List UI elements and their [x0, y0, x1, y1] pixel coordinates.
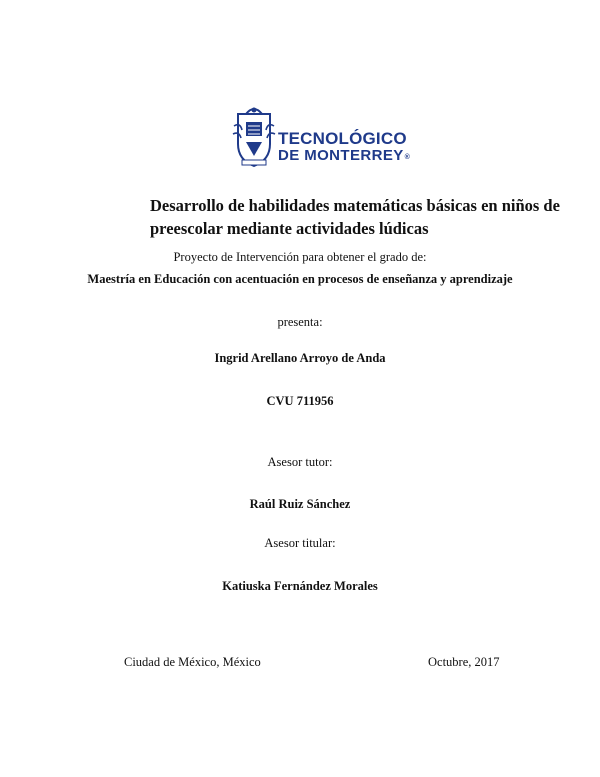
place: Ciudad de México, México: [124, 655, 261, 669]
tutor-name: Raúl Ruiz Sánchez: [249, 497, 351, 511]
tec-de-monterrey-seal-icon: [232, 104, 276, 170]
logo-wordmark-line1: TECNOLÓGICO: [278, 129, 407, 148]
subtitle: Proyecto de Intervención para obtener el grado de:: [173, 250, 427, 264]
logo-wordmark-line2: DE MONTERREY: [278, 147, 404, 164]
institution-logo: [232, 104, 412, 170]
author-name: Ingrid Arellano Arroyo de Anda: [214, 351, 386, 365]
titular-name: Katiuska Fernández Morales: [222, 579, 378, 593]
cvu-number: CVU 711956: [266, 394, 334, 408]
presenta-label: presenta:: [277, 315, 323, 329]
registered-mark: ®: [404, 154, 411, 161]
degree-name: Maestría en Educación con acentuación en procesos de enseñanza y aprendizaje: [87, 272, 513, 286]
title-line-2: preescolar mediante actividades lúdicas: [150, 219, 429, 238]
logo-wordmark: [278, 130, 410, 166]
date: Octubre, 2017: [428, 655, 500, 669]
document-title: [150, 194, 570, 240]
titular-label: Asesor titular:: [264, 536, 336, 550]
tutor-label: Asesor tutor:: [267, 455, 333, 469]
title-line-1: Desarrollo de habilidades matemáticas básicas en niños de: [150, 196, 560, 215]
